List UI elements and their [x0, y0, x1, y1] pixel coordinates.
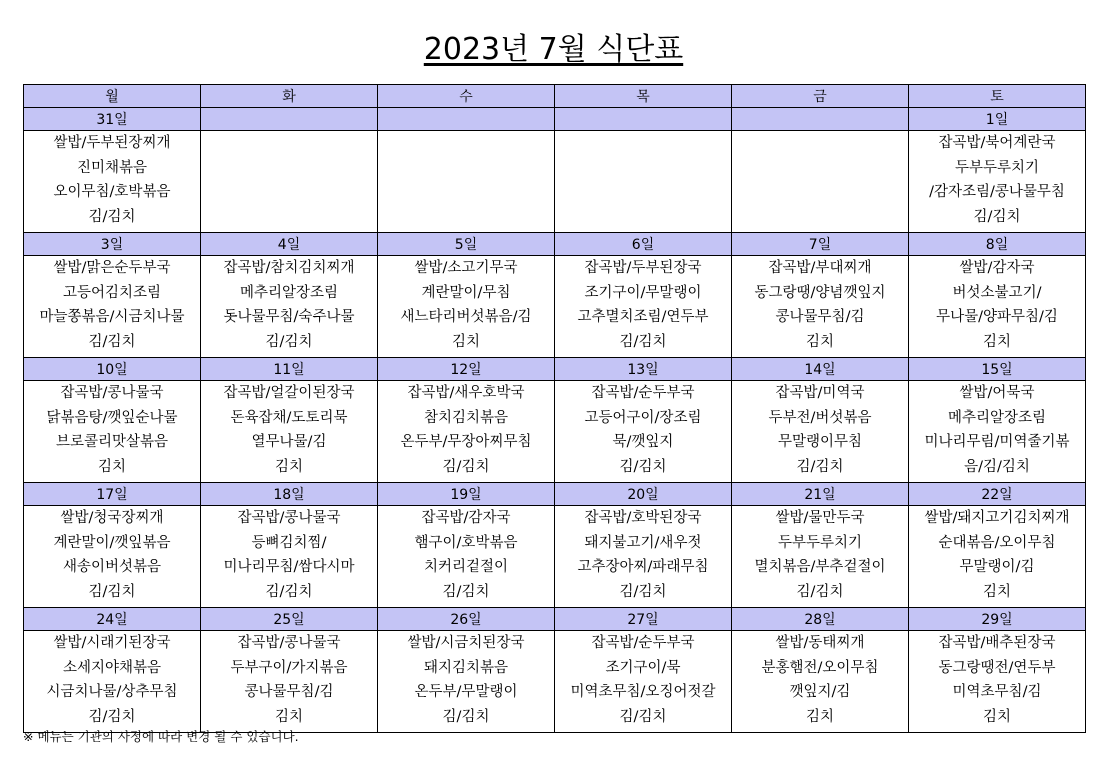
menu-cell	[378, 256, 555, 358]
menu-item: 돈육잡채/도토리묵	[230, 409, 348, 426]
date-row	[24, 483, 1086, 506]
menu-item: 잡곡밥/새우호박국	[407, 385, 525, 401]
date-cell: 19일	[378, 483, 555, 506]
menu-item: 잡곡밥/미역국	[775, 385, 865, 401]
weekday-header-fri: 금	[732, 85, 909, 108]
menu-item: 깻잎지/김	[789, 684, 851, 700]
menu-cell	[378, 131, 555, 233]
menu-item: 김/김치	[796, 458, 844, 475]
weekday-header-mon: 월	[24, 85, 201, 108]
menu-item: 동그랑땡/양념깻잎지	[754, 284, 886, 301]
date-cell: 27일	[555, 608, 732, 631]
menu-item: 김/김치	[619, 583, 667, 600]
date-cell: 12일	[378, 358, 555, 381]
menu-item: /감자조림/콩나물무침	[929, 184, 1065, 200]
menu-cell	[732, 131, 909, 233]
menu-item: 김치	[982, 583, 1011, 600]
menu-cell	[201, 506, 378, 608]
menu-cell	[378, 381, 555, 483]
menu-cell	[909, 256, 1086, 358]
menu-item: 새느타리버섯볶음/김	[400, 309, 532, 325]
menu-item: 김/김치	[796, 583, 844, 600]
menu-item: 김치	[982, 333, 1011, 350]
menu-cell	[555, 506, 732, 608]
menu-item: 잡곡밥/부대찌개	[768, 260, 872, 276]
menu-item: 온두부/무말랭이	[414, 684, 518, 700]
date-cell: 7일	[732, 233, 909, 256]
menu-item: 잡곡밥/순두부국	[591, 385, 695, 401]
menu-cell	[24, 506, 201, 608]
menu-item: 두부두루치기	[777, 534, 863, 551]
menu-item: 김/김치	[442, 708, 490, 725]
menu-item: 김/김치	[442, 583, 490, 600]
menu-item: 잡곡밥/콩나물국	[60, 385, 164, 401]
menu-item: 김/김치	[619, 708, 667, 725]
menu-item: 김치	[97, 458, 126, 475]
menu-cell	[201, 131, 378, 233]
date-cell	[201, 108, 378, 131]
menu-item: 잡곡밥/배추된장국	[938, 635, 1056, 651]
menu-item: 쌀밥/동태찌개	[775, 635, 865, 651]
menu-cell	[909, 381, 1086, 483]
menu-item: 등뼈김치찜/	[251, 534, 327, 551]
menu-item: 순대볶음/오이무침	[938, 534, 1056, 551]
menu-cell	[555, 256, 732, 358]
menu-item: 메추리알장조림	[239, 284, 339, 301]
menu-cell	[555, 381, 732, 483]
date-cell: 22일	[909, 483, 1086, 506]
menu-cell	[378, 506, 555, 608]
date-cell: 20일	[555, 483, 732, 506]
menu-item: 쌀밥/시금치된장국	[407, 635, 525, 651]
menu-item: 동그랑땡전/연두부	[938, 659, 1056, 676]
menu-item: 쌀밥/맑은순두부국	[53, 260, 171, 276]
date-cell: 3일	[24, 233, 201, 256]
menu-item: 돼지김치볶음	[423, 659, 509, 676]
menu-item: 잡곡밥/북어계란국	[938, 135, 1056, 151]
date-cell: 17일	[24, 483, 201, 506]
menu-item: 김치	[274, 458, 303, 475]
menu-row	[24, 256, 1086, 358]
menu-cell	[732, 506, 909, 608]
menu-item: 무말랭이/김	[959, 559, 1035, 575]
menu-item: 무나물/양파무침/김	[936, 309, 1058, 325]
menu-item: 분홍햄전/오이무침	[761, 659, 879, 676]
menu-cell	[24, 631, 201, 733]
date-cell: 11일	[201, 358, 378, 381]
date-cell: 25일	[201, 608, 378, 631]
menu-item: 돗나물무침/숙주나물	[223, 309, 355, 325]
menu-item: 메추리알장조림	[947, 409, 1047, 426]
menu-row	[24, 381, 1086, 483]
date-cell: 14일	[732, 358, 909, 381]
date-cell: 15일	[909, 358, 1086, 381]
menu-item: 김/김치	[88, 208, 136, 225]
menu-row	[24, 506, 1086, 608]
menu-cell	[24, 131, 201, 233]
menu-item: 김/김치	[88, 333, 136, 350]
menu-item: 미역초무침/오징어젓갈	[570, 684, 716, 700]
menu-item: 김/김치	[265, 333, 313, 350]
menu-item: 미나리무침/쌈다시마	[223, 559, 355, 575]
menu-item: 치커리겉절이	[423, 559, 509, 575]
menu-item: 조기구이/묵	[605, 659, 681, 676]
menu-item: 쌀밥/시래기된장국	[53, 635, 171, 651]
weekday-header-sat: 토	[909, 85, 1086, 108]
menu-item: 소세지야채볶음	[62, 659, 162, 676]
menu-item: 고추멸치조림/연두부	[577, 309, 709, 325]
menu-item: 두부구이/가지볶음	[230, 659, 348, 676]
menu-cell	[909, 506, 1086, 608]
menu-item: 미나리무림/미역줄기볶	[924, 434, 1070, 450]
date-cell: 28일	[732, 608, 909, 631]
menu-item: 김치	[451, 333, 480, 350]
menu-item: 김/김치	[442, 458, 490, 475]
menu-item: 김/김치	[619, 333, 667, 350]
menu-cell	[201, 631, 378, 733]
page-title: 2023년 7월 식단표	[423, 32, 684, 67]
menu-item: 버섯소불고기/	[952, 284, 1042, 301]
weekday-header-tue: 화	[201, 85, 378, 108]
menu-item: 음/김/김치	[964, 458, 1030, 475]
menu-item: 멸치볶음/부추겉절이	[754, 559, 886, 575]
menu-cell	[732, 631, 909, 733]
menu-item: 계란말이/무침	[421, 284, 511, 301]
menu-item: 고등어구이/장조림	[584, 409, 702, 426]
menu-cell	[555, 631, 732, 733]
menu-cell	[909, 631, 1086, 733]
menu-item: 김치	[805, 333, 834, 350]
menu-item: 잡곡밥/두부된장국	[584, 260, 702, 276]
menu-item: 쌀밥/감자국	[959, 260, 1035, 276]
menu-item: 닭볶음탕/깻잎순나물	[46, 409, 178, 426]
menu-item: 고추장아찌/파래무침	[577, 559, 709, 575]
menu-item: 조기구이/무말랭이	[584, 284, 702, 301]
weeks-body	[24, 108, 1086, 733]
menu-item: 김/김치	[265, 583, 313, 600]
menu-item: 돼지불고기/새우젓	[584, 534, 702, 551]
menu-cell	[201, 256, 378, 358]
menu-cell	[732, 381, 909, 483]
date-cell	[732, 108, 909, 131]
weekday-header-thu: 목	[555, 85, 732, 108]
date-cell: 1일	[909, 108, 1086, 131]
date-row	[24, 233, 1086, 256]
weekday-header-row	[24, 85, 1086, 108]
menu-cell	[378, 631, 555, 733]
menu-item: 쌀밥/두부된장찌개	[53, 135, 171, 151]
menu-item: 잡곡밥/순두부국	[591, 635, 695, 651]
menu-item: 쌀밥/소고기무국	[414, 260, 518, 276]
menu-item: 무말랭이무침	[777, 434, 863, 450]
menu-item: 김치	[982, 708, 1011, 725]
date-cell: 21일	[732, 483, 909, 506]
menu-item: 묵/깻잎지	[612, 434, 674, 450]
menu-item: 잡곡밥/감자국	[421, 510, 511, 526]
menu-item: 새송이버섯볶음	[62, 559, 162, 575]
menu-item: 고등어김치조림	[62, 284, 162, 301]
menu-item: 브로콜리맛살볶음	[55, 434, 169, 450]
menu-item: 햄구이/호박볶음	[414, 534, 518, 551]
menu-item: 김/김치	[88, 583, 136, 600]
date-cell: 10일	[24, 358, 201, 381]
menu-cell	[909, 131, 1086, 233]
menu-item: 계란말이/깻잎볶음	[53, 534, 171, 551]
date-cell: 29일	[909, 608, 1086, 631]
menu-cell	[555, 131, 732, 233]
menu-item: 마늘쫑볶음/시금치나물	[39, 309, 185, 325]
menu-item: 두부전/버섯볶음	[768, 409, 872, 426]
menu-item: 김/김치	[88, 708, 136, 725]
menu-item: 두부두루치기	[954, 159, 1040, 176]
date-cell: 4일	[201, 233, 378, 256]
date-cell	[378, 108, 555, 131]
date-cell: 8일	[909, 233, 1086, 256]
menu-item: 쌀밥/돼지고기김치찌개	[924, 510, 1070, 526]
date-row	[24, 358, 1086, 381]
menu-item: 열무나물/김	[251, 434, 327, 450]
menu-item: 쌀밥/물만두국	[775, 510, 865, 526]
date-cell: 31일	[24, 108, 201, 131]
menu-item: 온두부/무장아찌무침	[400, 434, 532, 450]
date-row	[24, 108, 1086, 131]
menu-item: 김/김치	[973, 208, 1021, 225]
date-row	[24, 608, 1086, 631]
date-cell: 5일	[378, 233, 555, 256]
menu-item: 잡곡밥/얼갈이된장국	[223, 385, 355, 401]
menu-item: 콩나물무침/김	[244, 684, 334, 700]
menu-item: 김/김치	[619, 458, 667, 475]
menu-item: 시금치나물/상추무침	[46, 684, 178, 700]
date-cell: 6일	[555, 233, 732, 256]
menu-cell	[24, 381, 201, 483]
menu-cell	[24, 256, 201, 358]
menu-row	[24, 131, 1086, 233]
menu-item: 미역초무침/김	[952, 684, 1042, 700]
date-cell: 24일	[24, 608, 201, 631]
weekday-header-wed: 수	[378, 85, 555, 108]
menu-item: 콩나물무침/김	[775, 309, 865, 325]
meal-plan-table	[23, 84, 1086, 733]
footnote: ※ 메뉴는 기관의 사정에 따라 변경 될 수 있습니다.	[23, 729, 299, 744]
menu-item: 잡곡밥/콩나물국	[237, 510, 341, 526]
date-cell: 13일	[555, 358, 732, 381]
menu-item: 오이무침/호박볶음	[53, 184, 171, 200]
menu-item: 참치김치볶음	[423, 409, 509, 426]
menu-cell	[201, 381, 378, 483]
menu-item: 쌀밥/청국장찌개	[60, 510, 164, 526]
menu-item: 김치	[805, 708, 834, 725]
date-cell: 18일	[201, 483, 378, 506]
menu-item: 쌀밥/어묵국	[959, 385, 1035, 401]
menu-cell	[732, 256, 909, 358]
menu-item: 잡곡밥/호박된장국	[584, 510, 702, 526]
date-cell: 26일	[378, 608, 555, 631]
menu-row	[24, 631, 1086, 733]
menu-item: 진미채볶음	[76, 159, 148, 176]
menu-item: 잡곡밥/콩나물국	[237, 635, 341, 651]
date-cell	[555, 108, 732, 131]
menu-item: 김치	[274, 708, 303, 725]
menu-item: 잡곡밥/참치김치찌개	[223, 260, 355, 276]
